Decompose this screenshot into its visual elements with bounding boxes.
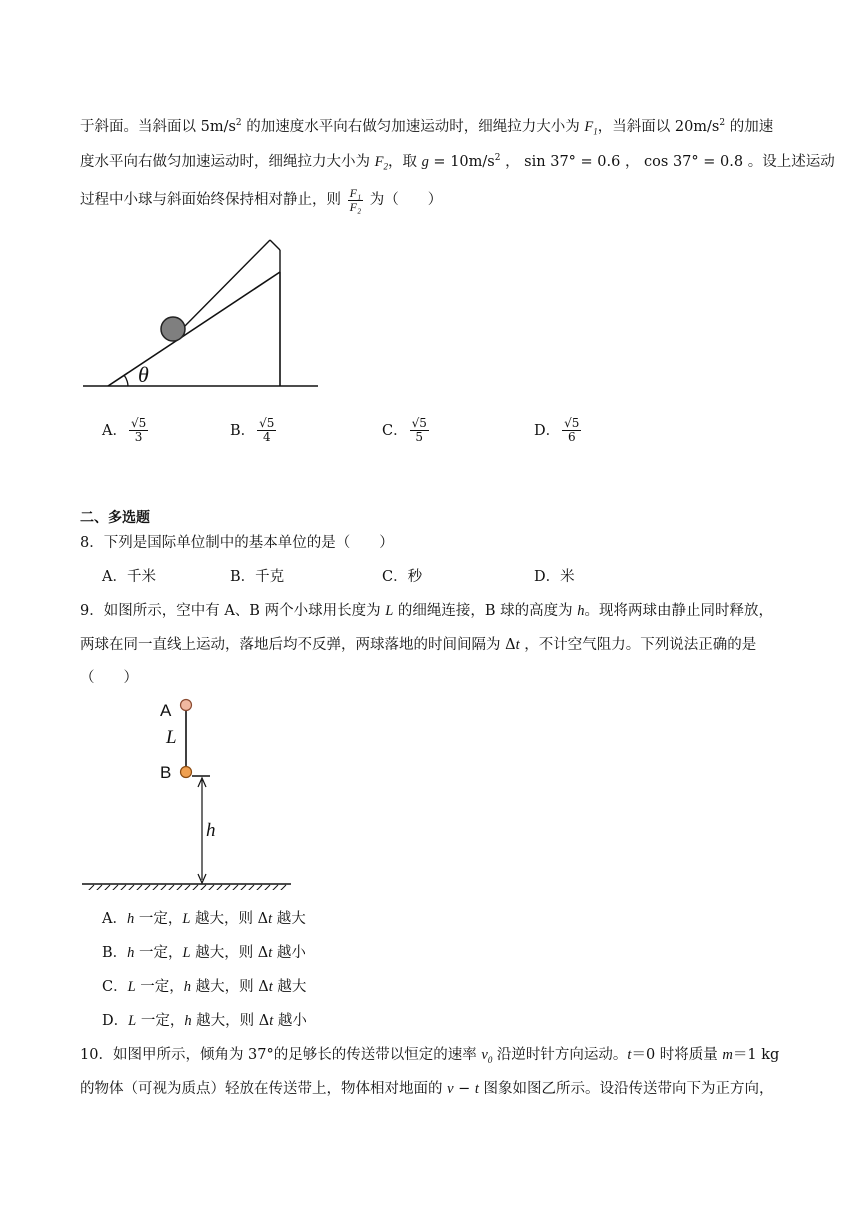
option-text: 越大，则 Δ [191,979,269,995]
superscript: 2 [719,118,726,128]
var: h [183,979,192,995]
q9-text: 的细绳连接，B 球的高度为 [393,603,578,619]
var: t [268,979,273,995]
superscript: 2 [494,153,501,163]
var-g: g [421,153,429,170]
q7-option-a[interactable] [102,417,150,444]
q7-text: ， sin 37° = 0.6 ， cos 37° = 0.8 。设上述运动 [500,153,835,170]
q10-text: ＝0 时将质量 [631,1047,723,1063]
option-text: 一定， [135,979,184,995]
var-F2: F [374,153,384,170]
var-t: t [627,1047,632,1063]
ball-B [181,767,192,778]
incline-figure [80,232,325,392]
incline-line [108,272,280,386]
q9-text: 两球在同一直线上运动，落地后均不反弹，两球落地的时间间隔为 Δ [80,637,516,653]
q7-option-b[interactable] [230,417,278,444]
ground-hatching [86,885,286,890]
option-text: 越大，则 Δ [190,911,269,927]
q9-option-a[interactable] [102,909,306,929]
q7-text: = 10m/s [428,153,495,170]
q10-text: 沿逆时针方向运动。 [492,1047,628,1063]
option-label: C． [102,979,128,995]
q8-option-c[interactable]: C．秒 [382,569,423,585]
q7-text: 过程中小球与斜面始终保持相对静止，则 [80,192,346,208]
q7-text: 为（ ） [365,192,443,208]
ball [161,317,185,341]
label-B: B [160,763,172,782]
rope-top [270,240,280,250]
option-label: A． [102,422,127,439]
fraction-denominator: 5 [415,430,424,444]
option-label: B． [102,945,128,961]
var: L [182,911,191,927]
var: h [126,911,135,927]
subscript: 0 [487,1054,493,1065]
subscript: 2 [383,161,388,172]
q8-option-a[interactable]: A．千米 [102,569,156,585]
q9-option-b[interactable] [102,943,306,963]
fraction-denominator: 3 [134,430,143,444]
angle-arc [124,375,128,386]
label-h: h [206,820,216,841]
q10-line2 [80,1079,774,1099]
var: L [127,979,136,995]
var-t: t [474,1081,479,1097]
option-label: D． [102,1013,129,1029]
subscript: 1 [593,126,598,137]
var-h: h [577,603,585,619]
var: h [184,1013,192,1029]
q9-text: 。现将两球由静止同时释放， [584,603,773,619]
var-v0: v [481,1047,488,1063]
q7-text: 的加速 [725,118,774,135]
fraction-F1-F2 [348,187,364,214]
var-F1: F [584,118,594,135]
var-L: L [385,603,394,619]
option-text: 越小 [273,1013,307,1029]
q7-line2 [80,148,835,177]
q9-text: 9．如图所示，空中有 A、B 两个小球用长度为 [80,603,386,619]
q10-line1 [80,1045,779,1070]
option-text: 越大 [272,979,307,995]
q9-option-d[interactable] [102,1011,307,1031]
q7-option-c[interactable] [382,417,431,444]
q9-line3: （ ） [80,670,138,686]
var-v: v [447,1081,454,1097]
var: L [128,1013,137,1029]
q7-text: ，当斜面以 20m/s [597,118,720,135]
option-label: B． [230,422,256,439]
fraction-numerator: F₁ [349,185,362,200]
q8-option-d[interactable]: D．米 [534,569,575,585]
fraction-denominator: 4 [262,430,271,444]
option-text: 越大，则 Δ [190,945,269,961]
rope [180,240,270,331]
q10-text: 10．如图甲所示，倾角为 37°的足够长的传送带以恒定的速率 [80,1047,482,1063]
q7-text: 的加速度水平向右做匀加速运动时，细绳拉力大小为 [241,118,585,135]
section-heading: 二、多选题 [80,510,150,526]
q7-text: 于斜面。当斜面以 5m/s [80,118,236,135]
q10-text: ＝1 kg [732,1047,780,1063]
option-text: 越大 [272,911,306,927]
option-fraction [410,417,429,444]
option-fraction [562,417,581,444]
q9-option-c[interactable] [102,977,306,997]
fraction-numerator: √5 [564,416,580,430]
option-label: C． [382,422,408,439]
falling-balls-figure [80,690,295,890]
option-fraction [257,417,276,444]
var-t: t [515,637,520,653]
var: t [269,1013,274,1029]
fraction-numerator: √5 [411,416,427,430]
superscript: 2 [235,118,242,128]
var: t [268,945,273,961]
q7-text: ，取 [387,153,422,170]
option-text: 一定， [134,911,183,927]
q9-text: ，不计空气阻力。下列说法正确的是 [519,637,757,653]
q7-line1 [80,113,773,142]
q7-text: 度水平向右做匀加速运动时，细绳拉力大小为 [80,153,375,170]
var: h [127,945,135,961]
var-m: m [722,1047,733,1063]
option-text: 一定， [134,945,183,961]
fraction-denominator: 6 [567,430,576,444]
q7-option-d[interactable] [534,417,583,444]
option-text: 越小 [272,945,306,961]
option-label: A． [102,911,127,927]
ball-A [181,700,192,711]
q9-line2 [80,635,756,655]
fraction-denominator: F₂ [349,199,362,214]
q10-text: − [453,1081,475,1097]
option-label: D． [534,422,561,439]
q9-line1 [80,601,773,621]
q8-option-b[interactable]: B．千克 [230,569,285,585]
q10-text: 图象如图乙所示。设沿传送带向下为正方向， [478,1081,774,1097]
option-text: 越大，则 Δ [191,1013,270,1029]
label-A: A [160,701,172,720]
option-fraction [129,417,148,444]
theta-label: θ [138,362,149,387]
label-L: L [166,727,177,748]
q8-stem: 8．下列是国际单位制中的基本单位的是（ ） [80,535,394,551]
q10-text: 的物体（可视为质点）轻放在传送带上，物体相对地面的 [80,1081,448,1097]
fraction-numerator: √5 [130,416,147,430]
fraction-numerator: √5 [259,416,275,430]
var: t [268,911,273,927]
var: L [182,945,191,961]
option-text: 一定， [136,1013,185,1029]
q7-line3 [80,183,442,217]
